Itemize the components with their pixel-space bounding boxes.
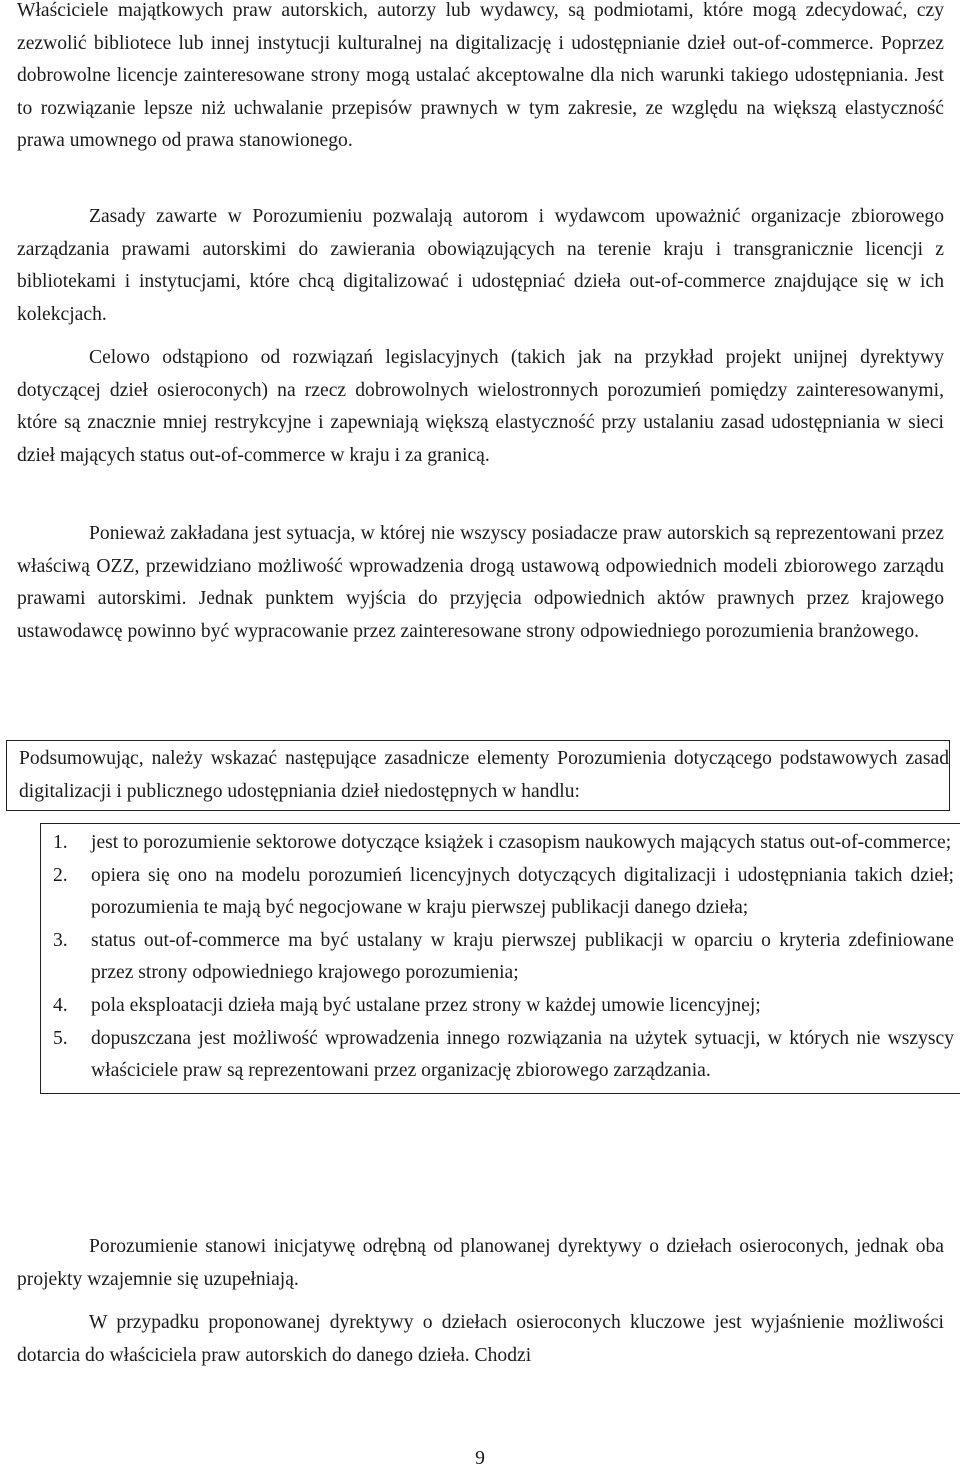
summary-intro-text: Podsumowując, należy wskazać następujące zasadnicze elementy Porozumienia dotyczącego podstawowych zasad digitalizacji i publicznego udostępniania dzieł niedostępnych w handlu: bbox=[19, 748, 949, 802]
list-item-text: dopuszczana jest możliwość wprowadzenia innego rozwiązania na użytek sytuacji, w których nie wszyscy właściciele praw są reprezentowani przez organizację zbiorowego zarządzania. bbox=[91, 1027, 954, 1082]
list-item bbox=[41, 827, 954, 860]
list-item-number: 2. bbox=[53, 864, 68, 886]
list-item-number: 5. bbox=[53, 1027, 68, 1049]
page-number: 9 bbox=[475, 1448, 485, 1469]
list-item bbox=[41, 925, 954, 990]
list-item bbox=[41, 990, 954, 1023]
list-item-text: opiera się ono na modelu porozumień licencyjnych dotyczących digitalizacji i udostępniania takich dzieł; porozumienia te mają być negocjowane w kraju pierwszej publikacji danego dzieła; bbox=[91, 864, 954, 919]
paragraph-legislative-approach: Celowo odstąpiono od rozwiązań legislacyjnych (takich jak na przykład projekt unijnej dyrektywy dotyczącej dzieł osieroconych) na rzecz dobrowolnych wielostronnych porozumień pomiędzy zainteresowanymi, które są znacznie mniej restrykcyjne i zapewniają większą elastyczność przy ustalaniu zasad udostępniania w sieci dzieł mających status out-of-commerce w kraju i za granicą. bbox=[17, 347, 944, 466]
list-item-number: 1. bbox=[53, 832, 68, 853]
paragraph-agreement-principles: Zasady zawarte w Porozumieniu pozwalają autorom i wydawcom upoważnić organizacje zbiorowego zarządzania prawami autorskimi do zawierania obowiązujących na terenie kraju i transgranicznie licencji z bibliotekami i instytucjami, które chcą digitalizować i udostępniać dzieła out-of-commerce znajdujące się w ich kolekcjach. bbox=[17, 206, 944, 325]
summary-list-box bbox=[40, 823, 960, 1094]
summary-intro-box bbox=[6, 740, 950, 811]
paragraph-orphan-works-directive: W przypadku proponowanej dyrektywy o dziełach osieroconych kluczowe jest wyjaśnienie możliwości dotarcia do właściciela praw autorskich do danego dzieła. Chodzi bbox=[17, 1312, 944, 1366]
list-item-number: 4. bbox=[53, 994, 68, 1016]
list-item bbox=[41, 1023, 954, 1088]
paragraph-rights-holders: Właściciele majątkowych praw autorskich, autorzy lub wydawcy, są podmiotami, które mogą zdecydować, czy zezwolić bibliotece lub innej instytucji kulturalnej na digitalizację i udostępnianie dzieł out-of-commerce. Poprzez dobrowolne licencje zainteresowane strony mogą ustalać akceptowalne dla nich warunki takiego udostępniania. Jest to rozwiązanie lepsze niż uchwalanie przepisów prawnych w tym zakresie, ze względu na większą elastyczność prawa umownego od prawa stanowionego. bbox=[17, 0, 944, 152]
list-item-text: jest to porozumienie sektorowe dotyczące książek i czasopism naukowych mających status out-of-commerce; bbox=[91, 832, 952, 853]
list-item bbox=[41, 860, 954, 925]
list-item-text: status out-of-commerce ma być ustalany w kraju pierwszej publikacji w oparciu o kryteria zdefiniowane przez strony odpowiedniego krajowego porozumienia; bbox=[91, 929, 954, 984]
summary-list bbox=[41, 827, 954, 1088]
paragraph-collective-management: Ponieważ zakładana jest sytuacja, w której nie wszyscy posiadacze praw autorskich są reprezentowani przez właściwą OZZ, przewidziano możliwość wprowadzenia drogą ustawową odpowiednich modeli zbiorowego zarządu prawami autorskimi. Jednak punktem wyjścia do przyjęcia odpowiednich aktów prawnych przez krajowego ustawodawcę powinno być wypracowanie przez zainteresowane strony odpowiedniego porozumienia branżowego. bbox=[17, 523, 944, 642]
paragraph-orphan-works-initiative: Porozumienie stanowi inicjatywę odrębną od planowanej dyrektywy o dziełach osieroconych, jednak oba projekty wzajemnie się uzupełniają. bbox=[17, 1236, 944, 1290]
list-item-text: pola eksploatacji dzieła mają być ustalane przez strony w każdej umowie licencyjnej; bbox=[91, 994, 761, 1016]
list-item-number: 3. bbox=[53, 929, 68, 951]
